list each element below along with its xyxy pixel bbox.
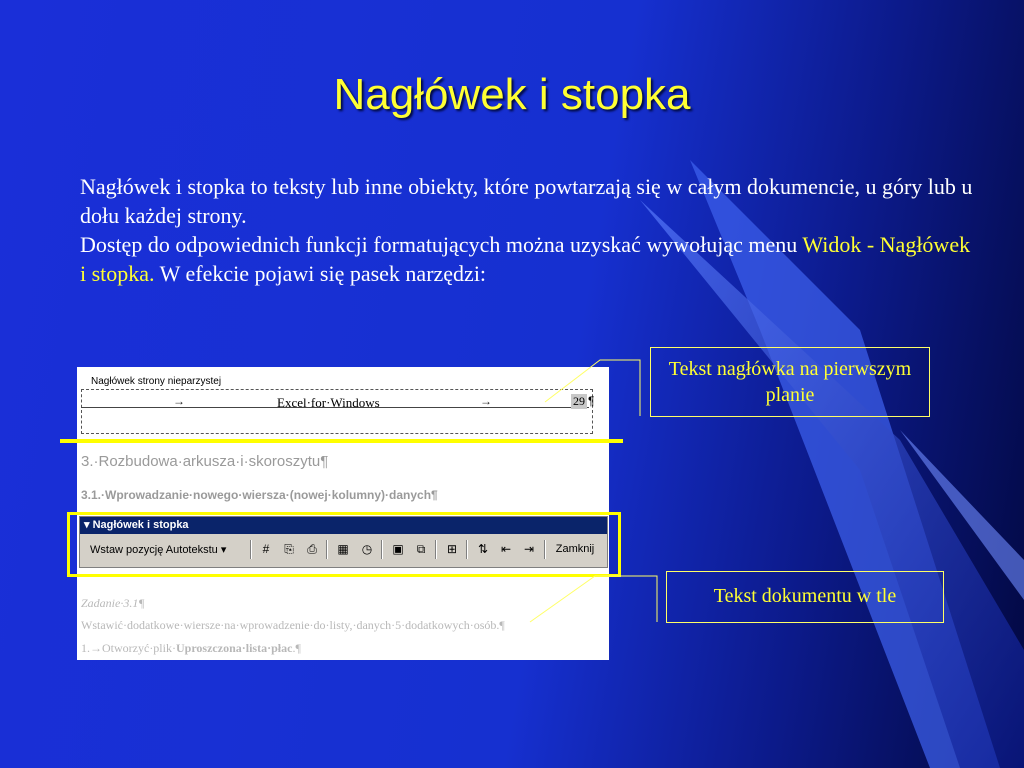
toolbar-highlight-box (67, 512, 621, 577)
header-center-text[interactable]: Excel·for·Windows (277, 395, 380, 410)
doc-paragraph: Wstawić·dodatkowe·wiersze·na·wprowadzenie·do·listy,·danych·5·dodatkowych·osób.¶ (81, 618, 505, 632)
menu-naglowek-stopka: Nagłówek i stopka. (80, 232, 971, 286)
doc-file-name: Uproszczona·lista·płac (175, 641, 293, 655)
paragraph-1: Nagłówek i stopka to teksty lub inne obiekty, które powtarzają się w całym dokumencie, u góry lub u dołu każdej strony. (80, 174, 973, 228)
show-next-icon[interactable]: ⇥ (523, 542, 535, 556)
insert-date-icon[interactable]: ▦ (337, 542, 349, 556)
page-number: 29 (573, 394, 585, 408)
tab-arrow-icon: → (480, 394, 492, 408)
menu-separator: - (861, 232, 880, 257)
insert-autotext-dropdown[interactable]: Wstaw pozycję Autotekstu ▾ (90, 544, 227, 556)
slide-title: Nagłówek i stopka (333, 70, 691, 119)
toolbar-title[interactable]: ▾ Nagłówek i stopka (80, 517, 607, 534)
paragraph-2-end: W efekcie pojawi się pasek narzędzi: (154, 261, 487, 286)
doc-list-item (81, 641, 301, 656)
show-hide-text-icon[interactable]: ⧉ (416, 542, 426, 556)
format-page-number-icon[interactable]: ⎙ (307, 542, 317, 556)
doc-list-item-start: 1.→Otworzyć·plik· (81, 641, 176, 655)
page-setup-icon[interactable]: ▣ (392, 542, 404, 556)
doc-subheading: 3.1.·Wprowadzanie·nowego·wiersza·(nowej·kolumny)·danych¶ (81, 488, 438, 502)
tab-arrow-icon: → (173, 394, 185, 408)
close-button[interactable]: Zamknij (555, 543, 595, 555)
highlight-line (60, 439, 623, 443)
body-text (80, 172, 980, 288)
paragraph-2-start: Dostęp do odpowiednich funkcji formatujących można uzyskać wywołując menu (80, 232, 803, 257)
pilcrow-icon: ¶ (588, 394, 595, 408)
page-number-icon[interactable]: # (262, 542, 270, 556)
doc-heading: 3.·Rozbudowa·arkusza·i·skoroszytu¶ (81, 453, 329, 470)
callout-document-text: Tekst dokumentu w tle (666, 571, 944, 623)
show-previous-icon[interactable]: ⇤ (500, 542, 512, 556)
doc-task-label: Zadanie·3.1¶ (81, 596, 145, 610)
menu-widok: Widok (802, 232, 862, 257)
insert-time-icon[interactable]: ◷ (361, 542, 373, 556)
switch-header-footer-icon[interactable]: ⇅ (477, 542, 489, 556)
header-label: Nagłówek strony nieparzystej (91, 376, 222, 387)
same-as-previous-icon[interactable]: ⊞ (446, 542, 458, 556)
doc-list-item-end: .¶ (292, 641, 301, 655)
callout-header-text: Tekst nagłówka na pierwszym planie (650, 347, 930, 417)
page-count-icon[interactable]: ⎘ (284, 542, 294, 556)
